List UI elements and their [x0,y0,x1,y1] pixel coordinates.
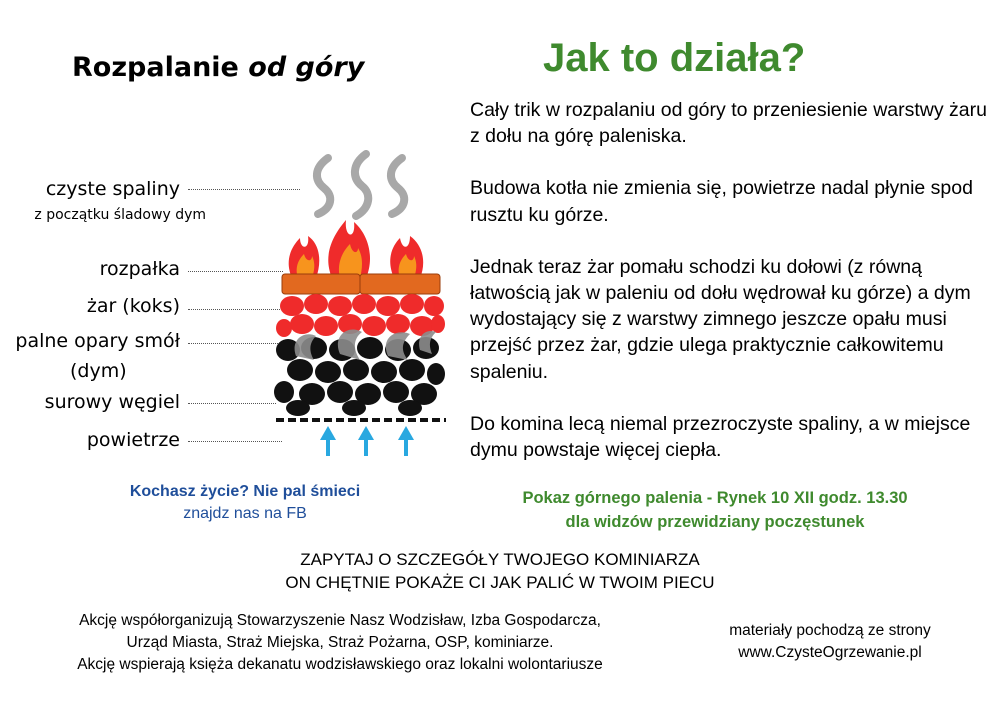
source-line-1: materiały pochodzą ze strony [729,622,931,639]
event-line-2: dla widzów przewidziany poczęstunek [565,513,865,531]
ember-layer [276,294,445,337]
explanation-text [470,97,995,489]
event-info [460,486,970,534]
kindling-wood [282,274,360,294]
label-tar-vapors: palne opary smół [15,330,180,352]
credits [20,610,660,676]
furnace-illustration [270,150,450,460]
paragraph-4: Do komina lecą niemal przezroczyste spaliny, a w miejsce dymu powstaje więcej ciepła. [470,412,971,462]
air-arrow-icon [320,426,414,456]
label-clean-gases: czyste spaliny [45,178,180,200]
label-trace-smoke: z początku śladowy dym [34,207,206,223]
source-url: www.CzysteOgrzewanie.pl [738,644,922,661]
label-kindling: rozpałka [99,258,180,280]
smoke-icon [317,154,404,216]
label-ember: żar (koks) [86,295,180,317]
leader-tar-vapors [188,343,280,344]
diagram-title: Rozpalanie od góry [72,52,365,83]
label-smoke: (dym) [70,360,127,382]
paragraph-2: Budowa kotła nie zmienia się, powietrze nadal płynie spod rusztu ku górze. [470,177,973,226]
facebook-note: znajdz nas na FB [183,505,307,522]
label-air: powietrze [86,429,180,451]
event-line-1: Pokaz górnego palenia - Rynek 10 XII godz. 13.30 [522,489,908,507]
source-info [690,620,970,664]
flame-icon [289,220,424,278]
leader-kindling [188,271,283,272]
caps-line-2: ON CHĘTNIE POKAŻE CI JAK PALIĆ W TWOIM PIECU [285,573,715,592]
paragraph-1: Cały trik w rozpalaniu od góry to przeniesienie warstwy żaru z dołu na górę paleniska. [470,99,987,148]
slogan: Kochasz życie? Nie pal śmieci [129,483,361,500]
leader-air [188,441,282,442]
leader-raw-coal [188,403,276,404]
right-title: Jak to działa? [543,36,806,80]
label-raw-coal: surowy węgiel [44,391,180,413]
credits-line-1: Akcję współorganizują Stowarzyszenie Nasz Wodzisław, Izba Gospodarcza, [79,612,601,629]
kindling-wood [360,274,440,294]
credits-line-2: Urząd Miasta, Straż Miejska, Straż Pożarna, OSP, kominiarze. [126,634,554,651]
leader-ember [188,309,280,310]
chimney-sweep-message [150,548,850,594]
credits-line-3: Akcję wspierają księża dekanatu wodzisławskiego oraz lokalni wolontariusze [77,656,603,673]
caps-line-1: ZAPYTAJ O SZCZEGÓŁY TWOJEGO KOMINIARZA [300,550,700,569]
paragraph-3: Jednak teraz żar pomału schodzi ku dołowi (z równą łatwością jak w paleniu od dołu wędrował ku górze) a dym wydostający się z warstwy zimnego jeszcze opału musi przejść przez żar, gdzie ulega praktycznie całkowitemu spaleniu. [470,255,971,383]
